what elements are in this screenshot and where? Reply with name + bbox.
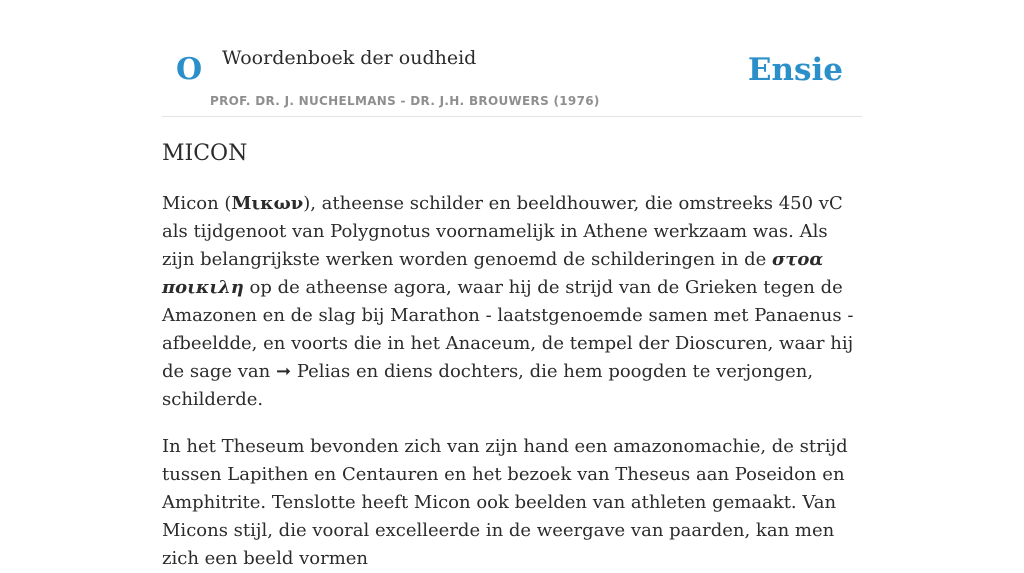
text-segment: op de atheense agora, waar hij de strijd van de Grieken tegen de Amazonen en de slag bij Marathon - laatstgenoemde samen met Panaenus - afbeeldde, en voorts die in het Anaceum, de tempel der Dioscuren, waar hij de sage van xyxy=(162,277,854,382)
book-authors: PROF. DR. J. NUCHELMANS - DR. J.H. BROUWERS (1976) xyxy=(210,94,600,108)
entry-content xyxy=(162,138,862,573)
greek-term: στοα ποικιλη xyxy=(162,249,824,298)
greek-term: Μικων xyxy=(231,193,304,214)
text-segment: en diens dochters, die hem poogden te verjongen, schilderde. xyxy=(162,361,814,410)
book-logo-letter[interactable]: O xyxy=(176,52,203,87)
text-segment: Micon ( xyxy=(162,193,232,214)
header xyxy=(162,0,862,117)
text-segment: ), atheense schilder en beeldhouwer, die omstreeks 450 vC als tijdgenoot van Polygnotus voornamelijk in Athene werkzaam was. Als zijn belangrijkste werken worden genoemd de schilderingen in de xyxy=(162,193,843,270)
cross-reference-link[interactable]: Pelias xyxy=(296,361,351,382)
entry-headword: MICON xyxy=(162,141,248,166)
cross-reference-arrow-icon: ➞ xyxy=(275,361,292,382)
entry-paragraph-2: In het Theseum bevonden zich van zijn hand een amazonomachie, de strijd tussen Lapithen en Centauren en het bezoek van Theseus aan Poseidon en Amphitrite. Tenslotte heeft Micon ook beelden van athleten gemaakt. Van Micons stijl, die vooral excelleerde in de weergave van paarden, kan men zich een beeld vormen xyxy=(162,436,848,569)
entry-paragraph-1 xyxy=(162,190,862,414)
book-title[interactable]: Woordenboek der oudheid xyxy=(222,47,477,69)
ensie-logo-link[interactable]: Ensie xyxy=(747,52,843,88)
